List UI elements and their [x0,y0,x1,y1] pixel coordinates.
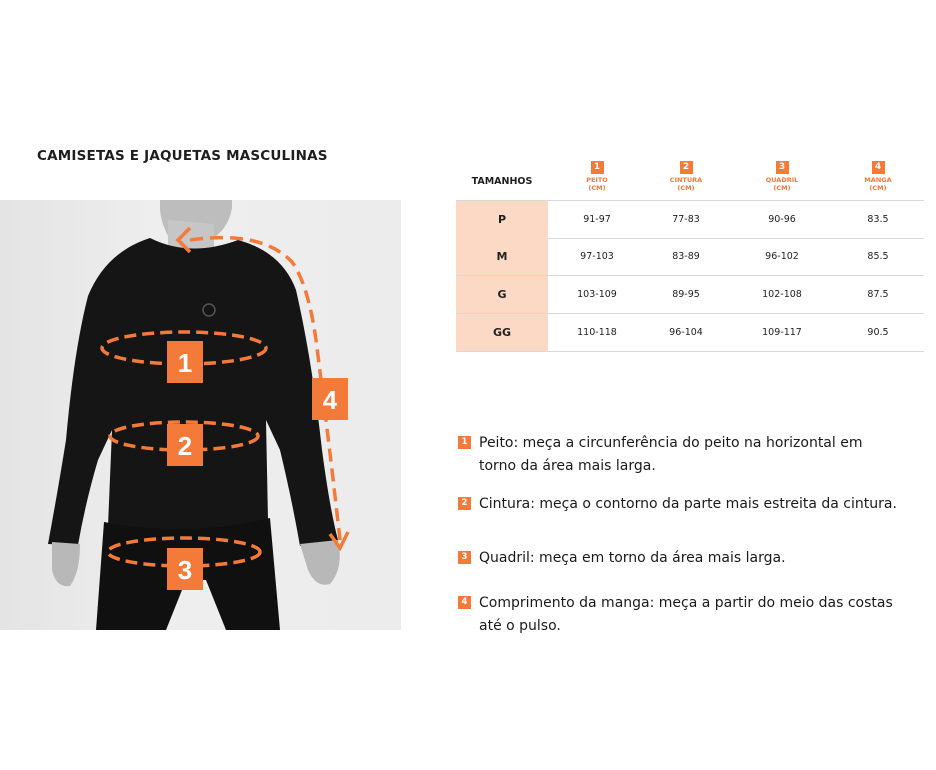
svg-text:4: 4 [322,385,338,415]
column-header-quadril [737,154,827,192]
note-text: Comprimento da manga: meça a partir do meio das costas até o pulso. [479,595,893,634]
table-cell: 83-89 [672,251,700,262]
badge-3: 3 [458,551,471,564]
badge-4: 4 [872,161,885,174]
column-unit: (CM) [869,184,887,192]
table-header [456,150,924,200]
size-cell: M [456,238,548,275]
table-cell: 96-102 [765,251,799,262]
column-label: QUADRIL [765,176,799,184]
marker-3 [167,548,203,590]
column-label: CINTURA [669,176,703,184]
measurement-illustration [0,200,401,630]
note-text: Quadril: meça em torno da área mais larga. [479,550,786,566]
table-cell: 90.5 [867,327,889,338]
table-cell: 85.5 [867,251,889,262]
badge-4: 4 [458,596,471,609]
marker-2 [167,424,203,466]
badge-3: 3 [776,161,789,174]
badge-2: 2 [458,497,471,510]
note-text: Peito: meça a circunferência do peito na horizontal em torno da área mais larga. [479,435,863,474]
table-cell: 103-109 [577,289,617,300]
table-cell: 77-83 [672,214,700,225]
table-cell: 110-118 [577,327,617,338]
svg-text:1: 1 [177,348,193,378]
marker-1 [167,341,203,383]
badge-1: 1 [591,161,604,174]
column-unit: (CM) [677,184,695,192]
model-photo [0,200,401,630]
size-cell: P [456,201,548,238]
table-cell: 87.5 [867,289,889,300]
column-header-cintura [641,154,731,192]
page-title: CAMISETAS E JAQUETAS MASCULINAS [37,148,328,164]
note-text: Cintura: meça o contorno da parte mais estreita da cintura. [479,496,897,512]
badge-1: 1 [458,436,471,449]
table-cell: 91-97 [583,214,611,225]
table-row [456,200,924,239]
column-unit: (CM) [588,184,606,192]
table-cell: 90-96 [768,214,796,225]
marker-4 [312,378,348,420]
size-column-header: TAMANHOS [471,176,533,187]
table-cell: 109-117 [762,327,802,338]
table-cell: 89-95 [672,289,700,300]
column-header-peito [552,154,642,192]
size-cell: G [456,276,548,313]
svg-text:3: 3 [177,555,193,585]
table-cell: 102-108 [762,289,802,300]
column-label: MANGA [864,176,892,184]
column-label: PEITO [586,176,608,184]
svg-text:2: 2 [177,431,193,461]
badge-2: 2 [680,161,693,174]
table-row [456,238,924,276]
table-cell: 83.5 [867,214,889,225]
table-row [456,276,924,314]
column-header-manga [833,154,923,192]
size-cell: GG [456,314,548,351]
table-cell: 97-103 [580,251,614,262]
table-row [456,314,924,352]
table-cell: 96-104 [669,327,703,338]
column-unit: (CM) [773,184,791,192]
